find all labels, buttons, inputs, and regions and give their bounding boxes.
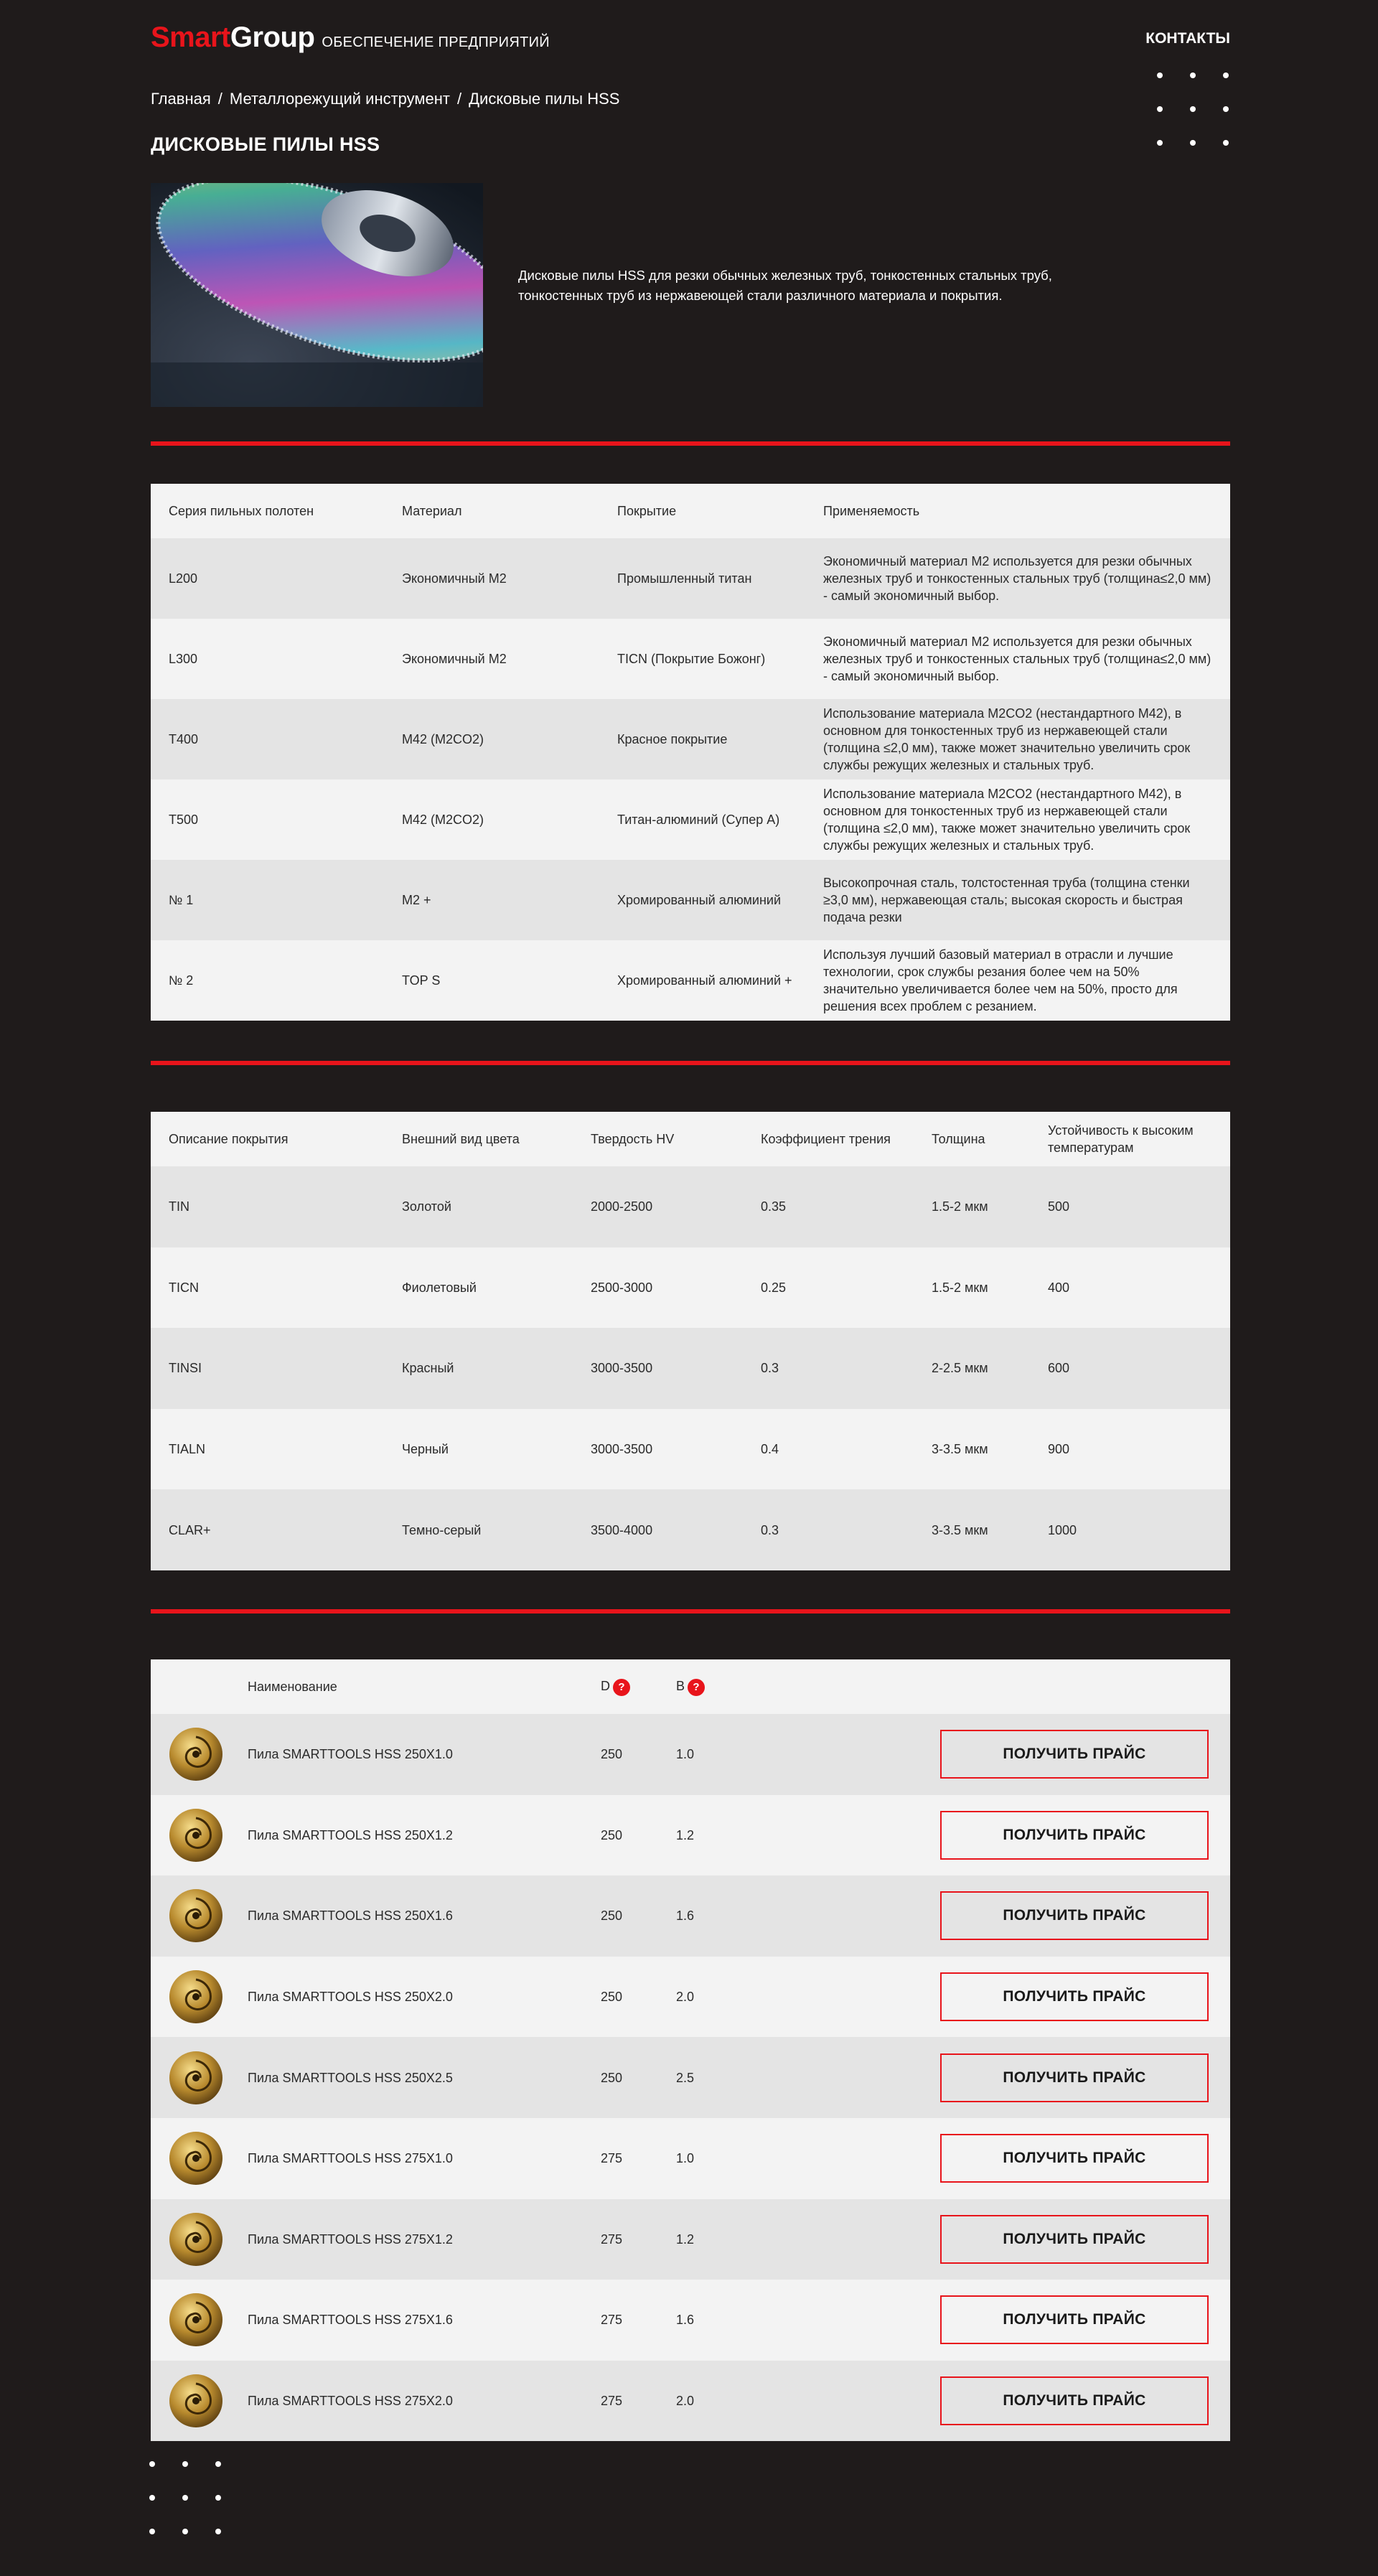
product-row	[151, 2199, 1230, 2280]
saw-blade-thumbnail[interactable]	[169, 2051, 223, 2105]
logo-group: Group	[230, 22, 315, 53]
material-cell: M42 (M2CO2)	[402, 812, 484, 827]
table-row	[151, 1409, 1230, 1490]
product-row	[151, 1795, 1230, 1876]
column-header: Внешний вид цвета	[402, 1132, 520, 1146]
product-d: 275	[601, 2231, 623, 2247]
hardness-cell: 3000-3500	[591, 1361, 653, 1376]
breadcrumb-separator: /	[217, 90, 222, 108]
product-d: 250	[601, 1908, 623, 1924]
hardness-cell: 3000-3500	[591, 1442, 653, 1457]
product-b: 2.5	[676, 2070, 695, 2085]
hardness-cell: 3500-4000	[591, 1522, 653, 1537]
section-divider	[151, 1609, 1230, 1613]
column-header: Коэффициент трения	[761, 1132, 891, 1146]
series-cell: L300	[169, 652, 198, 666]
material-cell: M42 (M2CO2)	[402, 732, 484, 746]
column-header-b	[676, 1677, 891, 1695]
color-cell: Черный	[402, 1442, 449, 1457]
table-row	[151, 779, 1230, 860]
product-b: 1.0	[676, 2151, 695, 2166]
product-b: 1.6	[676, 1908, 695, 1924]
friction-cell: 0.25	[761, 1280, 787, 1295]
column-header: Материал	[402, 504, 462, 518]
breadcrumb-current: Дисковые пилы HSS	[469, 90, 620, 108]
get-price-button[interactable]: ПОЛУЧИТЬ ПРАЙС	[940, 2215, 1209, 2264]
column-header: Твердость HV	[591, 1132, 675, 1146]
column-header-d	[601, 1677, 676, 1695]
material-cell: Экономичный M2	[402, 652, 507, 666]
product-name[interactable]: Пила SMARTTOOLS HSS 250X2.0	[248, 1990, 453, 2005]
product-d: 250	[601, 2070, 623, 2085]
column-header-d-label: D	[601, 1679, 610, 1694]
heat-resistance-cell: 600	[1048, 1361, 1070, 1376]
column-header: Описание покрытия	[169, 1132, 289, 1146]
color-cell: Красный	[402, 1361, 454, 1376]
saw-blade-thumbnail[interactable]	[169, 2131, 223, 2186]
series-cell: № 1	[169, 893, 194, 907]
section-divider	[151, 1061, 1230, 1065]
product-b: 1.6	[676, 2313, 695, 2328]
table-row	[151, 1247, 1230, 1329]
decorative-dots-icon	[149, 2461, 221, 2534]
coating-name-cell: CLAR+	[169, 1522, 211, 1537]
coating-name-cell: TINSI	[169, 1361, 202, 1376]
saw-blade-thumbnail[interactable]	[169, 1727, 223, 1781]
material-cell: TOP S	[402, 973, 441, 988]
saw-blade-thumbnail[interactable]	[169, 1970, 223, 2024]
usage-cell: Экономичный материал M2 используется для резки обычных железных труб и тонкостенных стальных труб (толщина≤2,0 мм) - самый экономичный выбор.	[823, 554, 1211, 603]
table-row	[151, 619, 1230, 699]
table-row	[151, 699, 1230, 779]
saw-blade-thumbnail[interactable]	[169, 2212, 223, 2267]
product-name[interactable]: Пила SMARTTOOLS HSS 250X1.0	[248, 1747, 453, 1762]
product-name[interactable]: Пила SMARTTOOLS HSS 275X1.6	[248, 2313, 453, 2328]
get-price-button[interactable]: ПОЛУЧИТЬ ПРАЙС	[940, 1891, 1209, 1940]
heat-resistance-cell: 400	[1048, 1280, 1070, 1295]
usage-cell: Высокопрочная сталь, толстостенная труба (толщина стенки ≥3,0 мм), нержавеющая сталь; высокая скорость и быстрая подача резки	[823, 876, 1190, 924]
coating-cell: Титан-алюминий (Супер А)	[617, 812, 780, 827]
product-row	[151, 2361, 1230, 2442]
product-row	[151, 2037, 1230, 2118]
product-row	[151, 1875, 1230, 1957]
color-cell: Золотой	[402, 1199, 451, 1214]
breadcrumb-separator: /	[457, 90, 462, 108]
table-row	[151, 1328, 1230, 1409]
coating-cell: Промышленный титан	[617, 571, 752, 586]
column-header: Толщина	[932, 1132, 985, 1146]
product-name[interactable]: Пила SMARTTOOLS HSS 250X1.6	[248, 1908, 453, 1924]
logo-tagline: ОБЕСПЕЧЕНИЕ ПРЕДПРИЯТИЙ	[322, 34, 550, 50]
coating-name-cell: TICN	[169, 1280, 199, 1295]
get-price-button[interactable]: ПОЛУЧИТЬ ПРАЙС	[940, 2376, 1209, 2425]
thickness-cell: 1.5-2 мкм	[932, 1199, 988, 1214]
get-price-button[interactable]: ПОЛУЧИТЬ ПРАЙС	[940, 1730, 1209, 1779]
thickness-cell: 1.5-2 мкм	[932, 1280, 988, 1295]
column-header: Серия пильных полотен	[169, 504, 314, 518]
usage-cell: Использование материала M2CO2 (нестандартного M42), в основном для тонкостенных труб из нержавеющей стали (толщина ≤2,0 мм), также может значительно увеличить срок службы режущих железных и стальных труб.	[823, 706, 1191, 772]
product-row	[151, 2280, 1230, 2361]
friction-cell: 0.4	[761, 1442, 779, 1457]
product-b: 1.2	[676, 2231, 695, 2247]
product-d: 250	[601, 1827, 623, 1842]
product-b: 1.2	[676, 1827, 695, 1842]
table-row	[151, 860, 1230, 940]
usage-cell: Экономичный материал M2 используется для резки обычных железных труб и тонкостенных стальных труб (толщина≤2,0 мм) - самый экономичный выбор.	[823, 634, 1211, 683]
help-icon[interactable]: ?	[688, 1679, 705, 1696]
table-header-row	[151, 484, 1230, 538]
coating-cell: Хромированный алюминий +	[617, 973, 792, 988]
hardness-cell: 2000-2500	[591, 1199, 653, 1214]
get-price-button[interactable]: ПОЛУЧИТЬ ПРАЙС	[940, 2295, 1209, 2344]
column-header-b-label: B	[676, 1679, 685, 1694]
product-image	[151, 183, 483, 407]
table-row	[151, 1489, 1230, 1570]
friction-cell: 0.3	[761, 1361, 779, 1376]
column-header-name: Наименование	[248, 1680, 337, 1694]
heat-resistance-cell: 500	[1048, 1199, 1070, 1214]
help-icon[interactable]: ?	[613, 1679, 630, 1696]
table-row	[151, 538, 1230, 619]
usage-cell: Использование материала M2CO2 (нестандартного M42), в основном для тонкостенных труб из нержавеющей стали (толщина ≤2,0 мм), также может значительно увеличить срок службы режущих железных и стальных труб.	[823, 787, 1191, 853]
table-row	[151, 940, 1230, 1021]
logo[interactable]	[151, 22, 550, 54]
table-header-row	[151, 1659, 1230, 1714]
column-header: Покрытие	[617, 504, 677, 518]
saw-blade-thumbnail[interactable]	[169, 2374, 223, 2428]
column-header: Устойчивость к высоким температурам	[1048, 1123, 1194, 1155]
coating-name-cell: TIALN	[169, 1442, 206, 1457]
product-row	[151, 2118, 1230, 2199]
thickness-cell: 3-3.5 мкм	[932, 1522, 988, 1537]
get-price-button[interactable]: ПОЛУЧИТЬ ПРАЙС	[940, 1811, 1209, 1860]
product-name[interactable]: Пила SMARTTOOLS HSS 250X1.2	[248, 1827, 453, 1842]
table-row	[151, 1166, 1230, 1247]
breadcrumb-category[interactable]: Металлорежущий инструмент	[229, 90, 450, 108]
page-title: ДИСКОВЫЕ ПИЛЫ HSS	[151, 134, 380, 155]
breadcrumb-home[interactable]: Главная	[151, 90, 211, 108]
series-cell: № 2	[169, 973, 194, 988]
coating-table	[151, 1112, 1230, 1570]
product-row	[151, 1957, 1230, 2038]
coating-name-cell: TIN	[169, 1199, 189, 1214]
thickness-cell: 2-2.5 мкм	[932, 1361, 988, 1376]
series-cell: T400	[169, 732, 199, 746]
coating-cell: TICN (Покрытие Божонг)	[617, 652, 766, 666]
series-cell: L200	[169, 571, 198, 586]
contacts-link[interactable]: КОНТАКТЫ	[1145, 30, 1230, 47]
series-cell: T500	[169, 812, 199, 827]
material-cell: M2 +	[402, 893, 431, 907]
table-header-row	[151, 1112, 1230, 1166]
breadcrumb	[151, 90, 619, 108]
friction-cell: 0.3	[761, 1522, 779, 1537]
series-table	[151, 484, 1230, 1021]
product-d: 250	[601, 1747, 623, 1762]
product-row	[151, 1714, 1230, 1795]
coating-cell: Красное покрытие	[617, 732, 728, 746]
color-cell: Темно-серый	[402, 1522, 482, 1537]
product-name[interactable]: Пила SMARTTOOLS HSS 275X1.0	[248, 2151, 453, 2166]
product-b: 1.0	[676, 1747, 695, 1762]
get-price-button[interactable]: ПОЛУЧИТЬ ПРАЙС	[940, 2134, 1209, 2183]
product-d: 275	[601, 2394, 623, 2409]
get-price-button[interactable]: ПОЛУЧИТЬ ПРАЙС	[940, 1972, 1209, 2021]
product-name[interactable]: Пила SMARTTOOLS HSS 275X2.0	[248, 2394, 453, 2409]
get-price-button[interactable]: ПОЛУЧИТЬ ПРАЙС	[940, 2053, 1209, 2102]
intro-text: Дисковые пилы HSS для резки обычных железных труб, тонкостенных стальных труб, тонкостенных труб из нержавеющей стали различного материала и покрытия.	[518, 268, 1052, 303]
heat-resistance-cell: 1000	[1048, 1522, 1077, 1537]
section-divider	[151, 441, 1230, 446]
product-d: 275	[601, 2151, 623, 2166]
saw-blade-thumbnail[interactable]	[169, 2292, 223, 2347]
thickness-cell: 3-3.5 мкм	[932, 1442, 988, 1457]
usage-cell: Используя лучший базовый материал в отрасли и лучшие технологии, срок службы резания более чем на 50% значительно увеличивается более чем на 50%, просто для решения всех проблем с резанием.	[823, 947, 1178, 1013]
product-name[interactable]: Пила SMARTTOOLS HSS 250X2.5	[248, 2070, 453, 2085]
product-d: 250	[601, 1990, 623, 2005]
product-b: 2.0	[676, 2394, 695, 2409]
coating-cell: Хромированный алюминий	[617, 893, 782, 907]
product-b: 2.0	[676, 1990, 695, 2005]
color-cell: Фиолетовый	[402, 1280, 477, 1295]
products-table	[151, 1659, 1230, 2441]
menu-dots-icon[interactable]	[1157, 72, 1229, 146]
saw-blade-thumbnail[interactable]	[169, 1808, 223, 1863]
hardness-cell: 2500-3000	[591, 1280, 653, 1295]
friction-cell: 0.35	[761, 1199, 787, 1214]
material-cell: Экономичный M2	[402, 571, 507, 586]
product-d: 275	[601, 2313, 623, 2328]
heat-resistance-cell: 900	[1048, 1442, 1070, 1457]
logo-smart: Smart	[151, 22, 230, 53]
column-header: Применяемость	[823, 504, 920, 518]
saw-blade-thumbnail[interactable]	[169, 1888, 223, 1943]
product-name[interactable]: Пила SMARTTOOLS HSS 275X1.2	[248, 2231, 453, 2247]
